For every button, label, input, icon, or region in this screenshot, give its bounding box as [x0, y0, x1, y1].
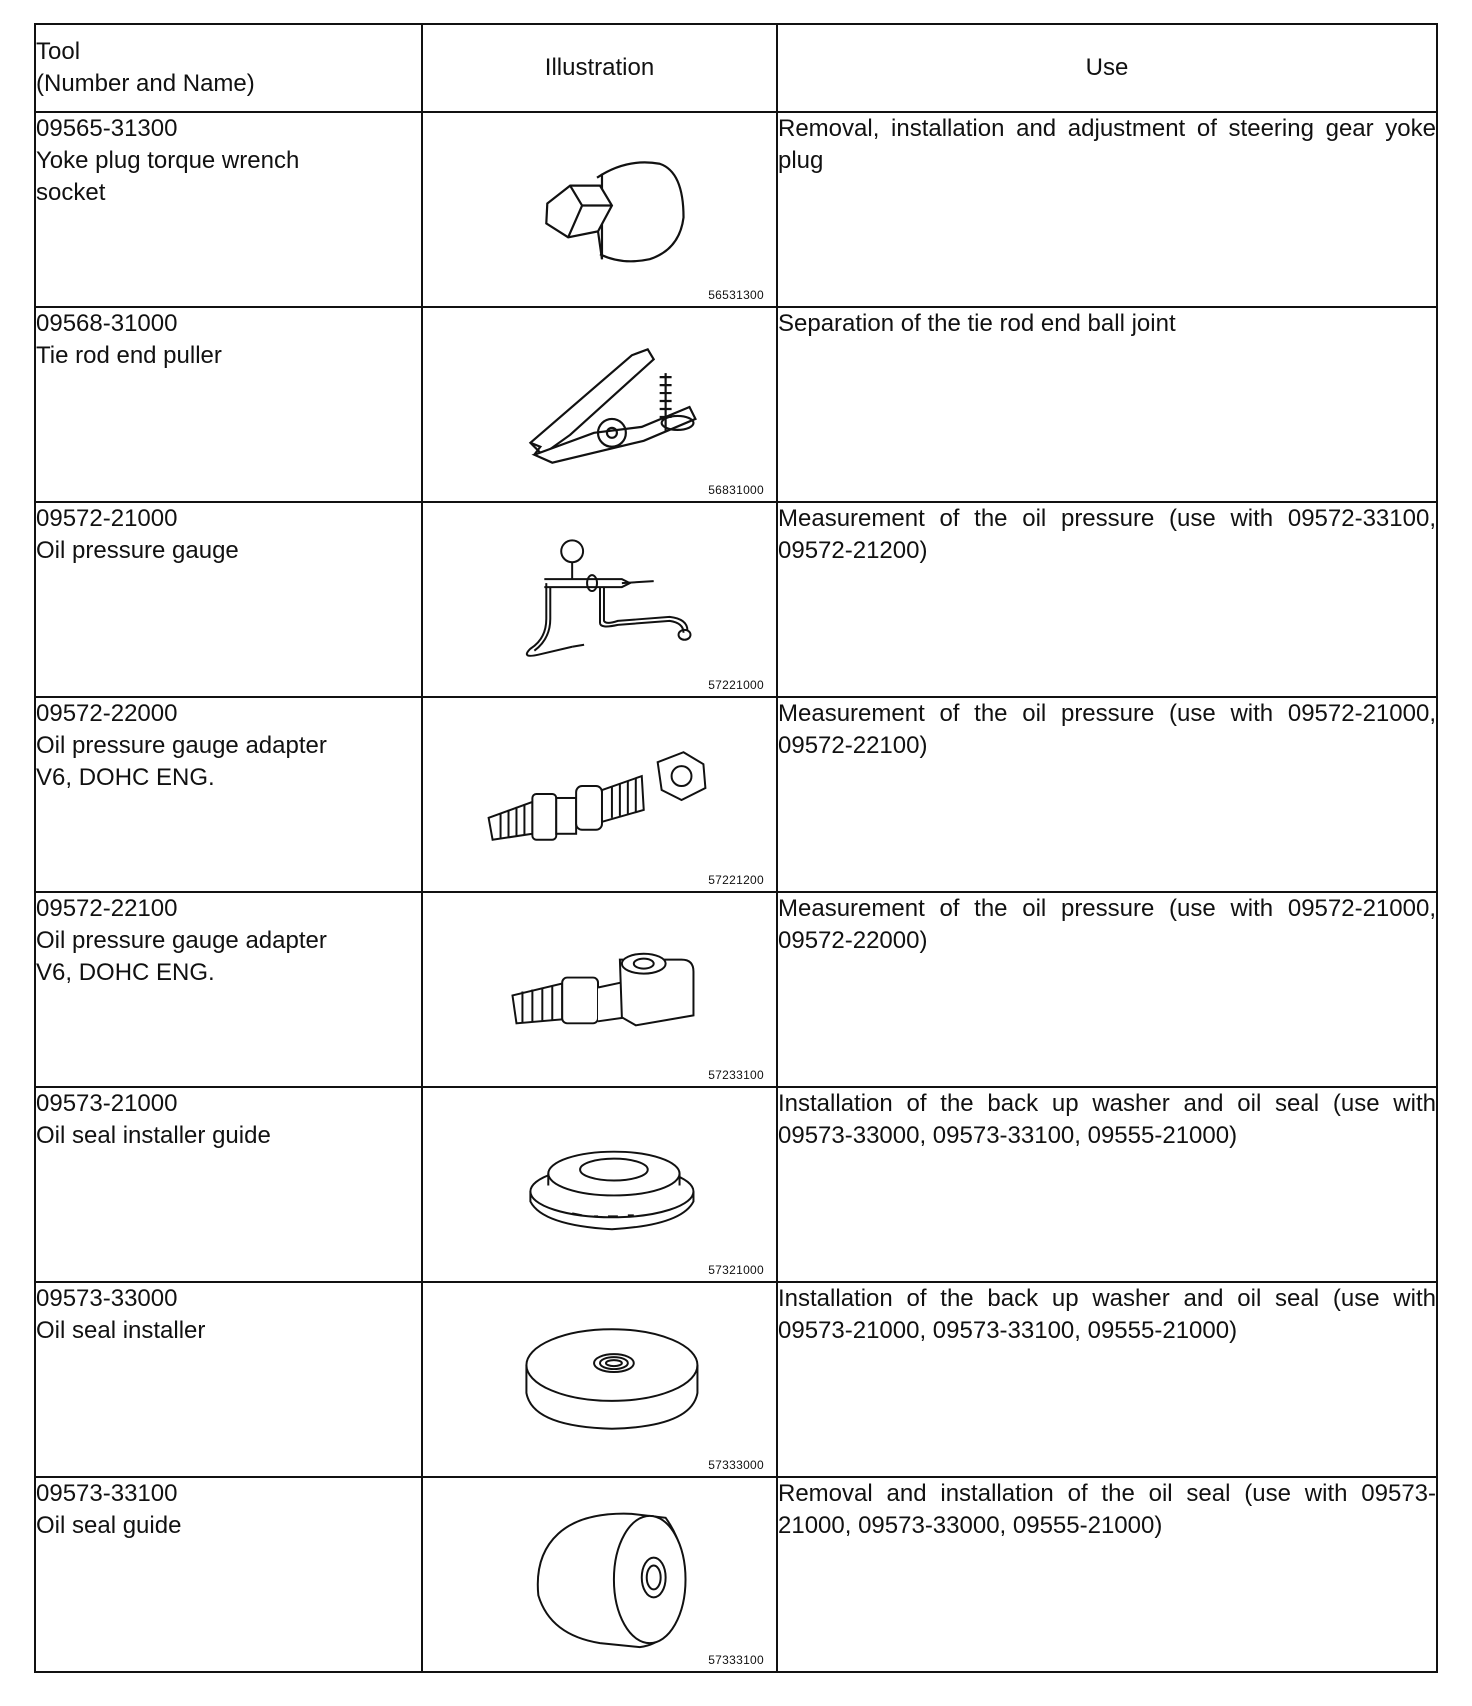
tool-name-cell — [35, 697, 422, 892]
tool-use: Separation of the tie rod end ball joint — [777, 307, 1437, 502]
ring-guide-icon — [423, 1088, 776, 1281]
table-row — [35, 1477, 1437, 1672]
header-tool-line-1: Tool — [36, 38, 81, 65]
tool-number: 09565-31300 — [36, 115, 178, 142]
tool-use: Measurement of the oil pressure (use with 09572-21000, 09572-22100) — [777, 697, 1437, 892]
tool-name-cell — [35, 112, 422, 307]
tool-use: Installation of the back up washer and oil seal (use with 09573-21000, 09573-33100, 09555-21000) — [777, 1282, 1437, 1477]
figure-number: 57321000 — [708, 1263, 764, 1277]
table-row — [35, 1087, 1437, 1282]
table-row — [35, 307, 1437, 502]
tool-name: Oil seal installer guide — [36, 1122, 271, 1149]
illustration-cell — [422, 112, 777, 307]
figure-number: 56531300 — [708, 288, 764, 302]
illustration-cell — [422, 502, 777, 697]
tool-name-cell — [35, 502, 422, 697]
disc-installer-icon — [423, 1283, 776, 1476]
tool-use: Removal and installation of the oil seal (use with 09573-21000, 09573-33000, 09555-21000) — [777, 1477, 1437, 1672]
tool-number: 09573-33000 — [36, 1285, 178, 1312]
tool-use: Installation of the back up washer and oil seal (use with 09573-33000, 09573-33100, 09555-21000) — [777, 1087, 1437, 1282]
banjo-adapter-icon — [423, 893, 776, 1086]
figure-number: 57233100 — [708, 1068, 764, 1082]
figure-number: 56831000 — [708, 483, 764, 497]
figure-number: 57221200 — [708, 873, 764, 887]
tool-name: socket — [36, 179, 106, 206]
tool-number: 09572-22000 — [36, 700, 178, 727]
header-use: Use — [777, 24, 1437, 112]
tool-number: 09573-33100 — [36, 1480, 178, 1507]
tool-name-cell — [35, 307, 422, 502]
tool-use: Measurement of the oil pressure (use with 09572-33100, 09572-21200) — [777, 502, 1437, 697]
table-row — [35, 697, 1437, 892]
tool-number: 09573-21000 — [36, 1090, 178, 1117]
tool-name-cell — [35, 1282, 422, 1477]
tool-name-cell — [35, 1477, 422, 1672]
tool-name: V6, DOHC ENG. — [36, 959, 215, 986]
header-illustration: Illustration — [422, 24, 777, 112]
tool-number: 09568-31000 — [36, 310, 178, 337]
tool-use: Measurement of the oil pressure (use with 09572-21000, 09572-22000) — [777, 892, 1437, 1087]
header-tool-line-2: (Number and Name) — [36, 70, 255, 97]
table-row — [35, 1282, 1437, 1477]
figure-number: 57333100 — [708, 1653, 764, 1667]
ball-joint-puller-icon — [423, 308, 776, 501]
tool-name: Yoke plug torque wrench — [36, 147, 300, 174]
tool-name: Oil pressure gauge — [36, 537, 239, 564]
header-row — [35, 24, 1437, 112]
tool-name-cell — [35, 1087, 422, 1282]
tool-name: V6, DOHC ENG. — [36, 764, 215, 791]
tool-name: Oil seal guide — [36, 1512, 182, 1539]
illustration-cell — [422, 697, 777, 892]
cylinder-guide-icon — [423, 1478, 776, 1671]
table-row — [35, 502, 1437, 697]
tool-name: Oil seal installer — [36, 1317, 206, 1344]
pressure-gauge-icon — [423, 503, 776, 696]
header-tool — [35, 24, 422, 112]
tool-name: Tie rod end puller — [36, 342, 222, 369]
illustration-cell — [422, 1087, 777, 1282]
socket-wrench-icon — [423, 113, 776, 306]
threaded-adapter-icon — [423, 698, 776, 891]
special-tools-table — [34, 23, 1438, 1673]
illustration-cell — [422, 1282, 777, 1477]
illustration-cell — [422, 892, 777, 1087]
tool-use: Removal, installation and adjustment of steering gear yoke plug — [777, 112, 1437, 307]
figure-number: 57333000 — [708, 1458, 764, 1472]
tool-name: Oil pressure gauge adapter — [36, 732, 327, 759]
tool-number: 09572-22100 — [36, 895, 178, 922]
table-row — [35, 112, 1437, 307]
illustration-cell — [422, 307, 777, 502]
figure-number: 57221000 — [708, 678, 764, 692]
tool-name-cell — [35, 892, 422, 1087]
tool-name: Oil pressure gauge adapter — [36, 927, 327, 954]
table-row — [35, 892, 1437, 1087]
illustration-cell — [422, 1477, 777, 1672]
tool-number: 09572-21000 — [36, 505, 178, 532]
